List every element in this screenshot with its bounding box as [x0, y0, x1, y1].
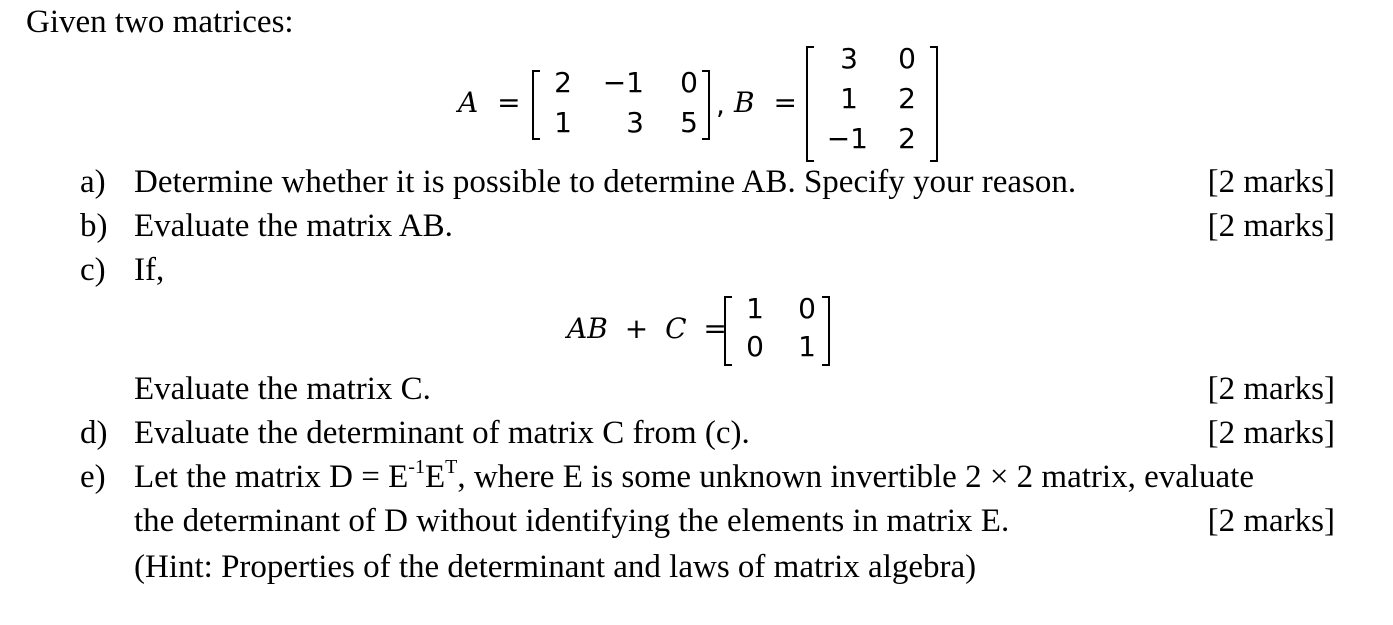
matrix-a-equation: [458, 86, 521, 119]
identity-matrix: [724, 294, 836, 366]
identity-matrix-left-bracket: [724, 296, 732, 366]
item-c-text: If,: [134, 252, 165, 288]
item-e-text-post: , where E is some unknown invertible 2 × 2 matrix, evaluate: [457, 459, 1255, 495]
identity-matrix-cell: 0: [798, 292, 816, 325]
item-e-sup-inverse: -1: [408, 456, 425, 478]
matrix-b-cell: 2: [898, 122, 916, 155]
matrix-a-cell: 2: [554, 66, 572, 99]
matrix-b-cell: 1: [840, 82, 858, 115]
matrix-b-cell: 2: [898, 82, 916, 115]
item-c-letter: c): [80, 252, 106, 288]
item-e-text: [134, 457, 1254, 497]
identity-matrix-cell: 0: [746, 330, 764, 363]
matrix-a-left-bracket: [532, 70, 540, 140]
item-e-line2: the determinant of D without identifying the elements in matrix E.: [134, 503, 1010, 539]
matrix-b-cell: 3: [840, 42, 858, 75]
matrix-b-label: B: [734, 86, 755, 119]
item-e-text-pre: Let the matrix D = E: [134, 459, 409, 495]
item-a-text: Determine whether it is possible to determine AB. Specify your reason.: [134, 164, 1077, 200]
item-d-marks: [2 marks]: [1207, 415, 1335, 451]
matrix-a-cell: 3: [626, 106, 644, 139]
item-e-marks: [2 marks]: [1207, 503, 1335, 539]
matrix-b-right-bracket: [930, 46, 938, 162]
identity-matrix-right-bracket: [822, 296, 830, 366]
item-b-marks: [2 marks]: [1207, 208, 1335, 244]
matrix-a-cell: 0: [680, 66, 698, 99]
item-d-text: Evaluate the determinant of matrix C from (c).: [134, 415, 750, 451]
equation-c-c: C: [665, 312, 687, 345]
identity-matrix-cell: 1: [746, 292, 764, 325]
matrix-b-left-bracket: [806, 46, 814, 162]
equation-c: [567, 312, 727, 345]
equation-c-equals: =: [703, 312, 727, 345]
item-d-letter: d): [80, 415, 108, 451]
matrix-a-equals: =: [497, 86, 521, 119]
matrix-b-cell: −1: [826, 122, 868, 155]
matrix-a-cell: 5: [680, 106, 698, 139]
identity-matrix-cell: 1: [798, 330, 816, 363]
item-e-letter: e): [80, 459, 106, 495]
matrix-a-label: A: [458, 86, 479, 119]
item-e-hint: (Hint: Properties of the determinant and laws of matrix algebra): [134, 549, 977, 585]
item-a-marks: [2 marks]: [1207, 164, 1335, 200]
matrix-comma: ,: [716, 88, 725, 121]
matrix-a-right-bracket: [702, 70, 710, 140]
equation-c-ab: AB: [567, 312, 608, 345]
equation-c-plus: +: [624, 312, 649, 345]
matrix-b: [806, 44, 946, 162]
item-a-letter: a): [80, 164, 106, 200]
intro-text: Given two matrices:: [26, 4, 294, 40]
item-c-followup: Evaluate the matrix C.: [134, 371, 431, 407]
matrix-a-cell: −1: [602, 66, 644, 99]
item-b-text: Evaluate the matrix AB.: [134, 208, 453, 244]
item-b-letter: b): [80, 208, 108, 244]
matrix-b-cell: 0: [898, 42, 916, 75]
item-e-sup-transpose: T: [445, 456, 458, 478]
item-e-text-mid: E: [424, 459, 446, 495]
matrix-b-equation: [734, 86, 797, 119]
matrix-a: [532, 68, 712, 140]
matrix-a-cell: 1: [554, 106, 572, 139]
matrix-b-equals: =: [773, 86, 797, 119]
item-c-marks: [2 marks]: [1207, 371, 1335, 407]
